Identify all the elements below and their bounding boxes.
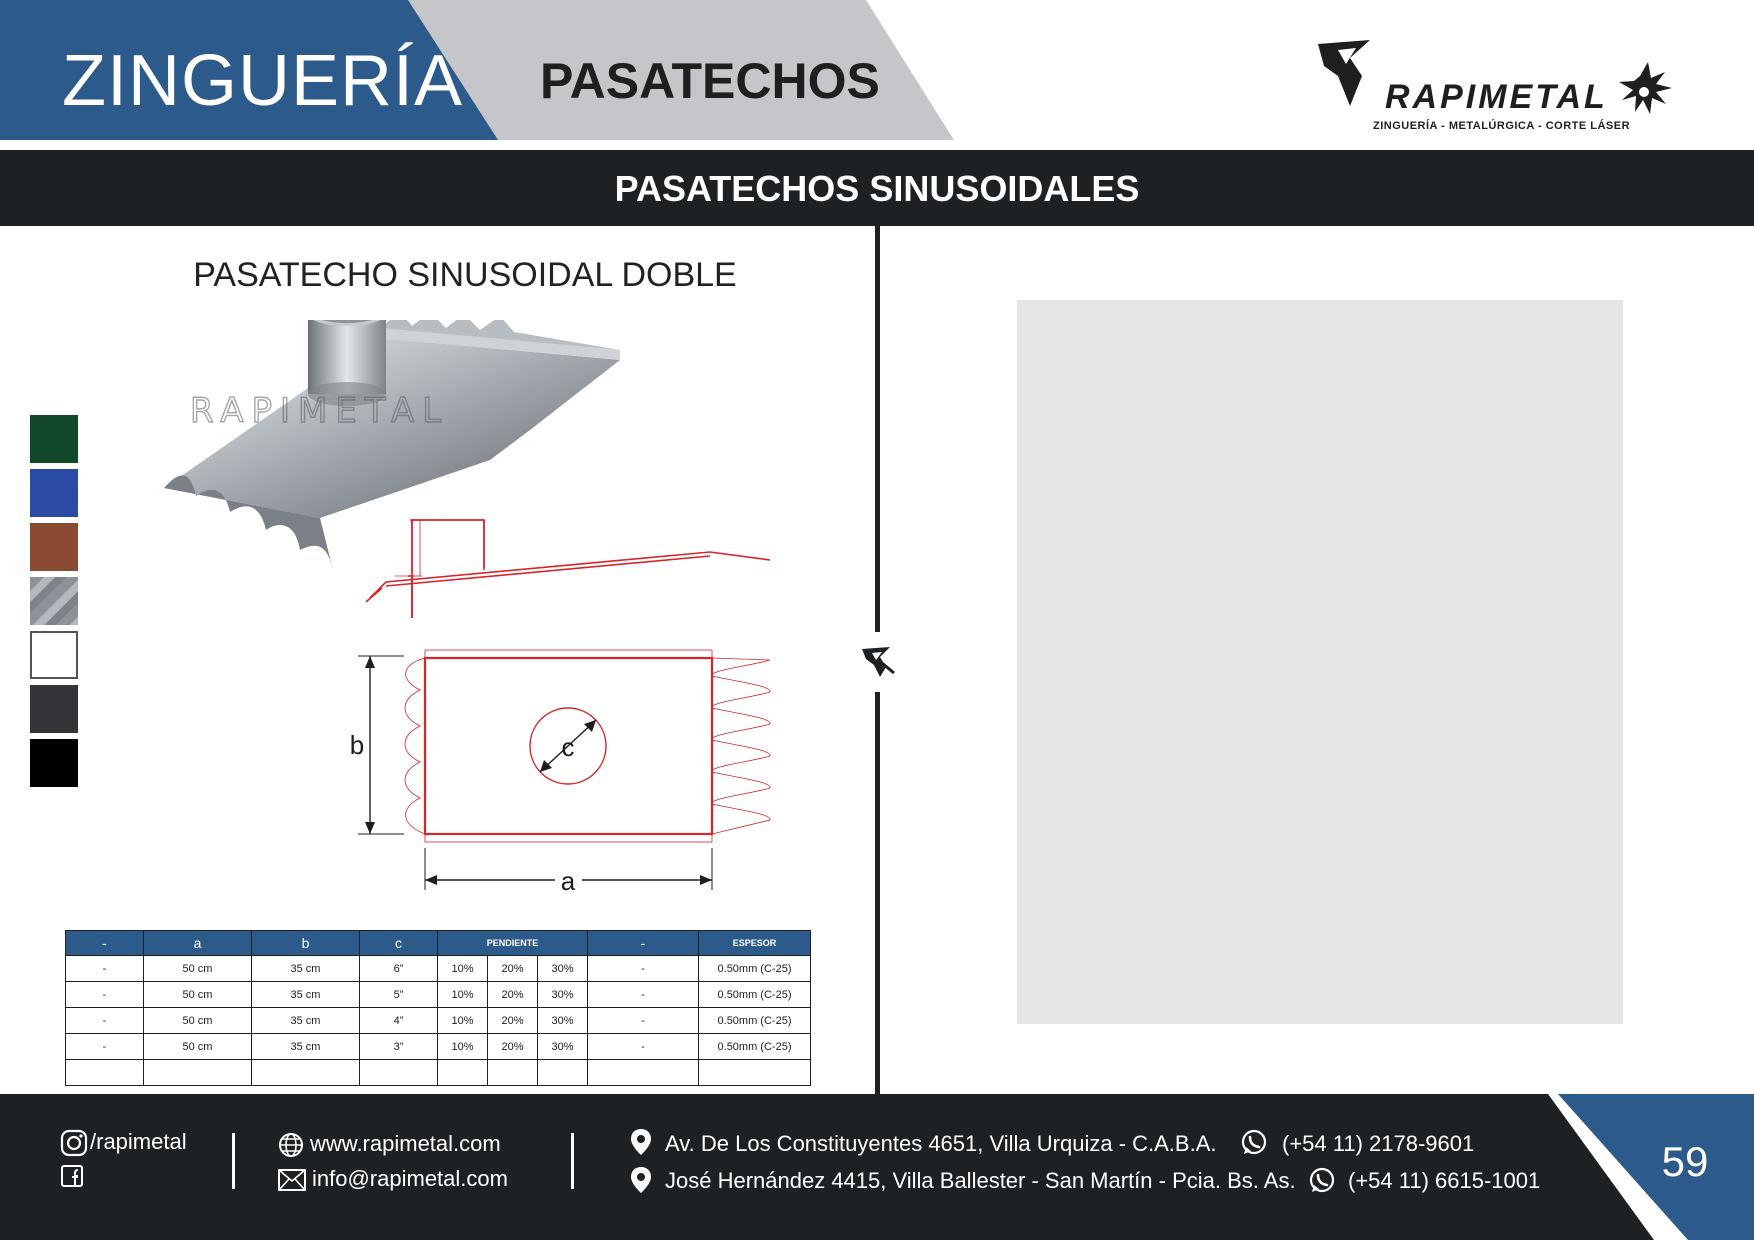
header-category-title: ZINGUERÍA (62, 41, 464, 121)
table-cell: 30% (538, 1034, 588, 1060)
table-cell: - (588, 1008, 699, 1034)
table-cell (144, 1060, 252, 1086)
table-cell (252, 1060, 360, 1086)
brand-tagline: ZINGUERÍA - METALÚRGICA - CORTE LÁSER (1373, 120, 1631, 132)
product-illustration (150, 320, 800, 900)
color-swatch-white (30, 631, 78, 679)
table-cell: 0.50mm (C-25) (699, 1034, 811, 1060)
plan-drawing (350, 650, 770, 896)
table-cell: 35 cm (252, 982, 360, 1008)
instagram-icon[interactable] (60, 1129, 88, 1157)
email-link[interactable]: info@rapimetal.com (312, 1166, 508, 1191)
address-villa-urquiza: Av. De Los Constituyentes 4651, Villa Urquiza - C.A.B.A. (665, 1131, 1217, 1156)
table-cell: 30% (538, 956, 588, 982)
center-divider-bottom (875, 692, 880, 1094)
dimension-label-b: b (349, 730, 365, 760)
header-cell-espesor: ESPESOR (699, 931, 811, 956)
color-swatch-black (30, 739, 78, 787)
phone-villa-ballester[interactable]: (+54 11) 6615-1001 (1348, 1168, 1541, 1193)
table-cell: 50 cm (144, 1034, 252, 1060)
table-cell (66, 1060, 144, 1086)
color-swatch-copper (30, 523, 78, 571)
table-cell: 30% (538, 982, 588, 1008)
table-cell: - (66, 982, 144, 1008)
image-placeholder (1017, 300, 1623, 1024)
watermark-text: RAPIMETAL (190, 391, 450, 431)
envelope-icon (278, 1169, 306, 1191)
table-cell: 20% (488, 1008, 538, 1034)
table-cell (588, 1060, 699, 1086)
table-row (66, 1060, 811, 1086)
divider-logo-icon (860, 645, 896, 679)
location-pin-icon (630, 1166, 652, 1194)
table-cell: 0.50mm (C-25) (699, 1008, 811, 1034)
table-cell: 30% (538, 1008, 588, 1034)
profile-drawing (395, 520, 484, 618)
header-cell-a: a (144, 931, 252, 956)
table-cell: - (66, 1034, 144, 1060)
table-cell (538, 1060, 588, 1086)
table-cell: 10% (438, 982, 488, 1008)
table-cell: 50 cm (144, 956, 252, 982)
table-cell: - (588, 1034, 699, 1060)
table-row (66, 982, 811, 1008)
table-cell: 4” (360, 1008, 438, 1034)
product-title: PASATECHO SINUSOIDAL DOBLE (193, 256, 737, 294)
whatsapp-icon (1308, 1166, 1336, 1194)
header-cell: - (588, 931, 699, 956)
table-cell (438, 1060, 488, 1086)
globe-icon (278, 1132, 304, 1158)
table-row (66, 1008, 811, 1034)
facebook-icon[interactable] (60, 1164, 84, 1188)
table-cell (360, 1060, 438, 1086)
table-row (66, 956, 811, 982)
phone-villa-urquiza[interactable]: (+54 11) 2178-9601 (1282, 1131, 1475, 1156)
dimension-label-a: a (560, 866, 576, 896)
dimension-label-c: c (561, 732, 575, 762)
table-cell: 10% (438, 956, 488, 982)
table-cell: - (66, 1008, 144, 1034)
table-cell: - (66, 956, 144, 982)
table-cell: 3” (360, 1034, 438, 1060)
header-cell-c: c (360, 931, 438, 956)
page-number: 59 (1661, 1138, 1709, 1185)
address-villa-ballester: José Hernández 4415, Villa Ballester - San Martín - Pcia. Bs. As. (665, 1168, 1296, 1193)
table-cell: 5” (360, 982, 438, 1008)
table-cell: - (588, 982, 699, 1008)
table-row (66, 1034, 811, 1060)
table-cell (699, 1060, 811, 1086)
table-cell (488, 1060, 538, 1086)
table-cell: 20% (488, 1034, 538, 1060)
color-swatch-galvanized (30, 577, 78, 625)
table-cell: 20% (488, 982, 538, 1008)
spec-table (65, 930, 811, 1086)
footer (0, 1094, 1754, 1240)
table-cell: 50 cm (144, 982, 252, 1008)
product-photo (164, 320, 620, 566)
band-title: PASATECHOS SINUSOIDALES (614, 168, 1140, 209)
footer-separator (232, 1133, 235, 1189)
table-cell: 10% (438, 1034, 488, 1060)
instagram-handle[interactable]: /rapimetal (90, 1129, 187, 1154)
color-swatch-green (30, 415, 78, 463)
footer-separator (571, 1133, 574, 1189)
table-cell: 6” (360, 956, 438, 982)
color-swatch-dark-grey (30, 685, 78, 733)
location-pin-icon (630, 1128, 652, 1156)
header-cell-pendiente: PENDIENTE (438, 931, 588, 956)
color-swatch-blue (30, 469, 78, 517)
table-cell: 0.50mm (C-25) (699, 982, 811, 1008)
header-cell: - (66, 931, 144, 956)
spec-table-header (66, 931, 811, 956)
table-cell: - (588, 956, 699, 982)
whatsapp-icon (1240, 1128, 1268, 1156)
header-section-title: PASATECHOS (540, 53, 880, 109)
table-cell: 10% (438, 1008, 488, 1034)
header-cell-b: b (252, 931, 360, 956)
table-cell: 35 cm (252, 1034, 360, 1060)
table-cell: 35 cm (252, 1008, 360, 1034)
table-cell: 50 cm (144, 1008, 252, 1034)
table-cell: 20% (488, 956, 538, 982)
profile-drawing-lines (366, 520, 770, 602)
table-cell: 35 cm (252, 956, 360, 982)
brand-name: RAPIMETAL (1385, 78, 1608, 116)
table-cell: 0.50mm (C-25) (699, 956, 811, 982)
website-link[interactable]: www.rapimetal.com (310, 1131, 501, 1156)
